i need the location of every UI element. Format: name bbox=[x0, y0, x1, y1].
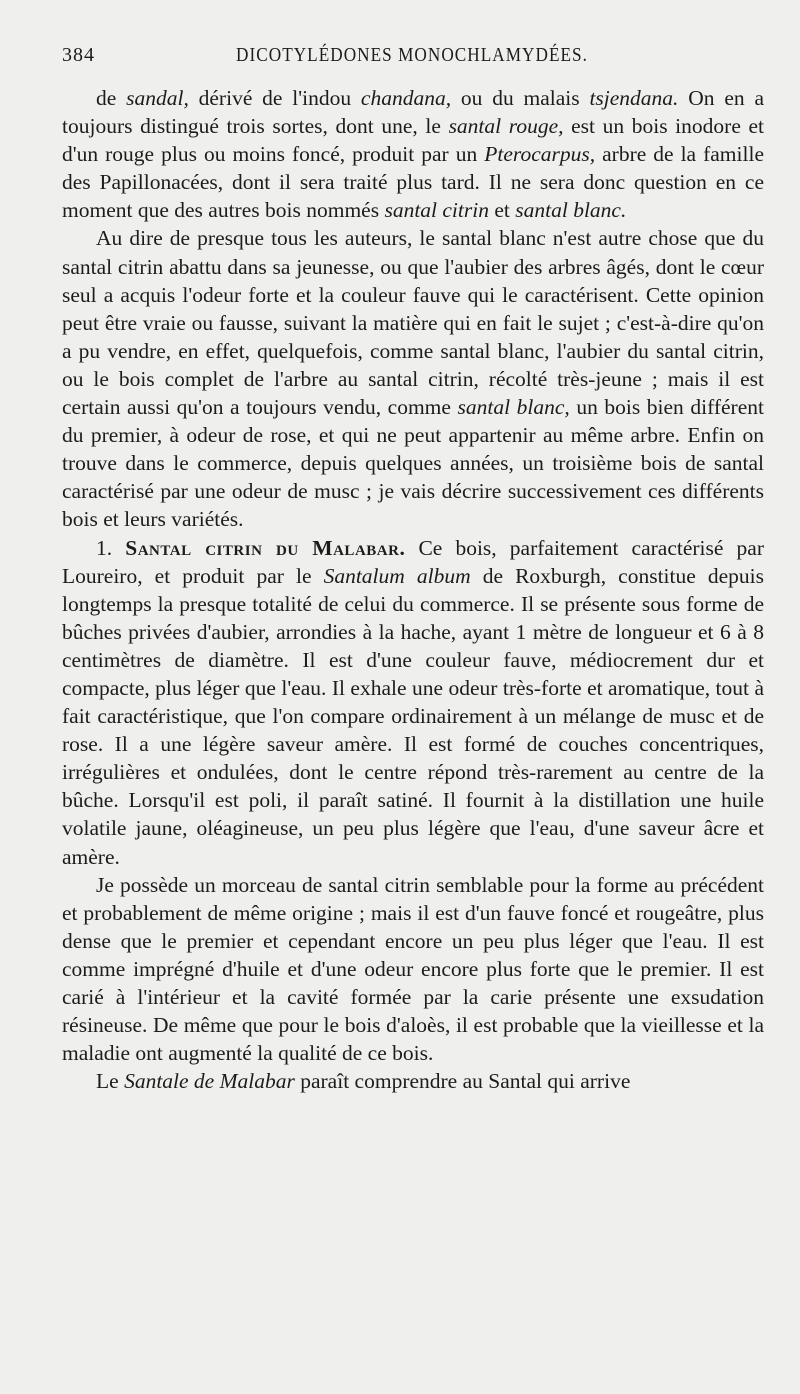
text-run: paraît comprendre au Santal qui arrive bbox=[294, 1069, 631, 1094]
italic-term: Santalum album bbox=[323, 563, 471, 588]
text-run: dérivé de l'indou bbox=[188, 86, 361, 110]
italic-term: santal blanc, bbox=[457, 395, 570, 420]
paragraph-3 bbox=[62, 534, 764, 871]
text-run: de bbox=[96, 86, 127, 110]
running-head: DICOTYLÉDONES MONOCHLAMYDÉES. bbox=[236, 44, 588, 66]
italic-term: santal blanc. bbox=[515, 198, 627, 223]
text-run: Je possède un morceau de santal citrin semblable pour la forme au précédent et probablement de même origine ; mais il est d'un fauve foncé et rougeâtre, plus dense que le premier et cependant encore un peu plus léger que l'eau. Il est comme imprégné d'huile et d'une odeur encore plus forte que le premier. Il est carié à l'intérieur et la cavité formée par la carie présente une exsudation résineuse. De même que pour le bois d'aloès, il est probable que la vieillesse et la maladie ont augmenté la qualité de ce bois. bbox=[62, 872, 764, 1066]
text-run: On en a toujours distingué trois sortes, dont une, le bbox=[62, 86, 764, 139]
text-run: Ce bois, parfaitement caractérisé par Loureiro, et produit par le bbox=[62, 535, 765, 588]
text-run: Au dire de presque tous les auteurs, le santal blanc n'est autre chose que du santal citrin abattu dans sa jeunesse, ou que l'aubier des arbres âgés, dont le cœur seul a acquis l'odeur forte et la couleur fauve qui le caractérisent. Cette opinion peut être vraie ou fausse, suivant la matière qui en fait le sujet ; c'est-à-dire qu'on a pu vendre, en effet, quelquefois, comme santal blanc, l'aubier du santal citrin, ou le bois complet de l'arbre au santal citrin, récolté très-jeune ; mais il est certain aussi qu'on a toujours vendu, comme bbox=[62, 226, 764, 420]
text-run: un bois bien différent du premier, à odeur de rose, et qui ne peut appartenir au même arbre. Enfin on trouve dans le commerce, depuis quelques années, un troisième bois de santal caractérisé par une odeur de musc ; je vais décrire successivement ces différents bois et leurs variétés. bbox=[62, 395, 764, 532]
page-number: 384 bbox=[62, 44, 95, 66]
section-number: 1. bbox=[96, 535, 126, 560]
text-run: est un bois inodore et d'un rouge plus ou moins foncé, produit par un bbox=[62, 114, 764, 167]
italic-term: Pterocarpus, bbox=[484, 142, 596, 167]
italic-term: santal citrin bbox=[384, 198, 489, 223]
text-run: ou du malais bbox=[451, 86, 590, 110]
text-run: Le bbox=[96, 1069, 125, 1094]
paragraph-5 bbox=[62, 1067, 764, 1095]
section-title: Santal citrin du Malabar. bbox=[125, 535, 406, 560]
page-header bbox=[62, 44, 762, 74]
italic-term: santal rouge, bbox=[448, 114, 564, 139]
paragraph-2 bbox=[62, 224, 764, 533]
page-body bbox=[62, 84, 764, 1095]
paragraph-4 bbox=[62, 871, 764, 1068]
paragraph-1 bbox=[62, 84, 764, 224]
text-run: arbre de la famille des Papillonacées, dont il sera traité plus tard. Il ne sera donc question en ce moment que des autres bois nommés bbox=[62, 142, 764, 223]
italic-term: tsjendana. bbox=[589, 86, 679, 110]
text-run: et bbox=[488, 198, 516, 223]
italic-term: chandana, bbox=[360, 86, 452, 110]
text-run: de Roxburgh, constitue depuis longtemps la presque totalité de celui du commerce. Il se présente sous forme de bûches privées d'aubier, arrondies à la hache, ayant 1 mètre de longueur et 6 à 8 centimètres de diamètre. Il est d'une couleur fauve, médiocrement dur et compacte, plus léger que l'eau. Il exhale une odeur très-forte et aromatique, tout à fait caractéristique, que l'on compare ordinairement à un mélange de musc et de rose. Il a une légère saveur amère. Il est formé de couches concentriques, irrégulières et ondulées, dont le centre répond très-rarement au centre de la bûche. Lorsqu'il est poli, il paraît satiné. Il fournit à la distillation une huile volatile jaune, oléagineuse, un peu plus légère que l'eau, d'une saveur âcre et amère. bbox=[62, 563, 764, 869]
italic-term: sandal, bbox=[126, 86, 189, 110]
italic-term: Santale de Malabar bbox=[124, 1069, 295, 1094]
